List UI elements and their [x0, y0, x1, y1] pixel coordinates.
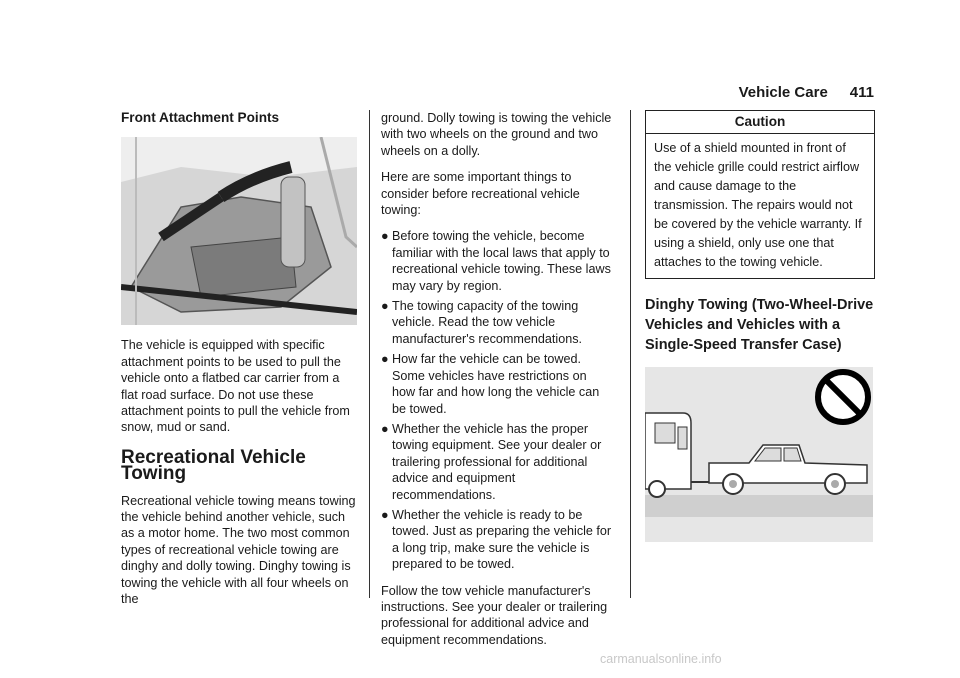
rv-towing-paragraph: Recreational vehicle towing means towing the vehicle behind another vehicle, such as a motor home. The two most common types of recreational vehicle towing are dinghy and dolly towing. Dinghy towing is towing the vehicle with all four wheels on the — [121, 493, 356, 607]
section-name: Vehicle Care — [738, 84, 828, 101]
list-item: ● Before towing the vehicle, become familiar with the local laws that apply to recreational vehicle towing. These laws may vary by region. — [381, 229, 611, 293]
closing-paragraph: Follow the tow vehicle manufacturer's instructions. See your dealer or trailering professional for additional advice and equipment recommendations. — [381, 583, 608, 647]
column-divider-2 — [630, 110, 631, 598]
rv-towing-title: Recreational Vehicle Towing — [121, 446, 306, 485]
caution-text: Use of a shield mounted in front of the vehicle grille could restrict airflow and cause damage to the transmission. The repairs would not be covered by the vehicle warranty. If using a shield, only use one that attaches to the towing vehicle. — [654, 141, 862, 270]
list-item: ● How far the vehicle can be towed. Some vehicles have restrictions on how far and how long the vehicle can be towed. — [381, 352, 600, 416]
page-header — [739, 84, 874, 101]
bullet-icon: ● — [381, 352, 389, 367]
no-symbol-icon — [818, 372, 868, 422]
page-number: 411 — [849, 84, 874, 101]
dinghy-towing-illustration — [645, 367, 873, 542]
list-item: ● The towing capacity of the towing vehicle. Read the tow vehicle manufacturer's recommendations. — [381, 299, 582, 346]
attachment-points-photo — [121, 137, 357, 325]
front-attachment-heading: Front Attachment Points — [121, 110, 280, 125]
caution-box — [645, 110, 875, 279]
column-1 — [121, 110, 357, 618]
bullet-icon: ● — [381, 421, 389, 436]
list-item: ● Whether the vehicle is ready to be towed. Just as preparing the vehicle for a long trip, make sure the vehicle is prepared to be towed. — [381, 507, 612, 572]
considerations-list — [381, 228, 613, 572]
bullet-icon: ● — [381, 299, 389, 314]
column-2 — [381, 110, 613, 658]
dolly-paragraph: ground. Dolly towing is towing the vehicle with two wheels on the ground and two wheels on a dolly. — [381, 111, 612, 158]
considerations-lead: Here are some important things to consider before recreational vehicle towing: — [381, 170, 580, 218]
caution-title: Caution — [646, 111, 874, 134]
watermark: carmanualsonline.info — [600, 652, 722, 666]
bullet-icon: ● — [381, 507, 389, 522]
list-item: ● Whether the vehicle has the proper towing equipment. See your dealer or trailering professional for additional advice and equipment recommendations. — [381, 421, 602, 502]
bullet-icon: ● — [381, 229, 389, 244]
attachment-paragraph: The vehicle is equipped with specific attachment points to be used to pull the vehicle onto a flatbed car carrier from a flat road surface. Do not use these attachment points to pull the vehicle from snow, mud or sand. — [121, 338, 350, 435]
column-divider-1 — [369, 110, 370, 598]
dinghy-towing-heading: Dinghy Towing (Two-Wheel-Drive Vehicles and Vehicles with a Single-Speed Transfer Case) — [645, 297, 874, 354]
column-3 — [645, 110, 875, 542]
